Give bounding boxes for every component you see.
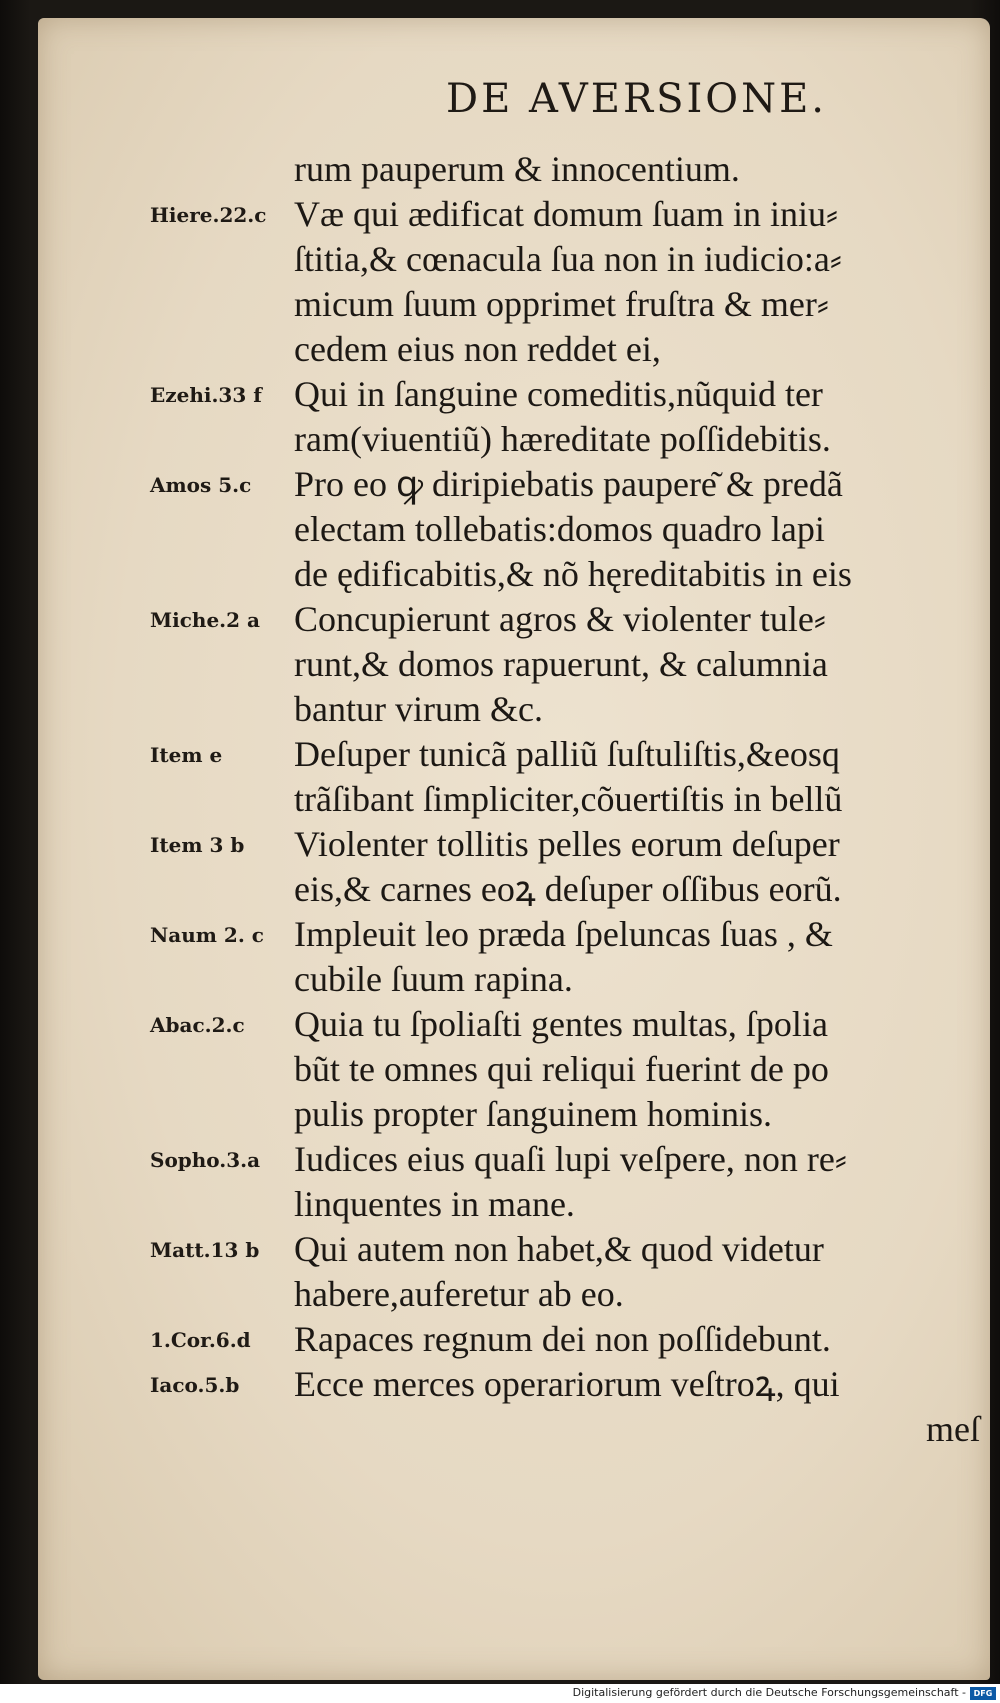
marginal-reference: Miche.2 a	[150, 608, 260, 632]
text-line	[38, 1046, 990, 1092]
line-text: habere,auferetur ab eo.	[294, 1274, 624, 1314]
line-text: ram(viuentiũ) hæreditate poſſidebitis.	[294, 419, 831, 459]
marginal-reference: Ezehi.33 f	[150, 383, 262, 407]
text-line	[38, 371, 990, 417]
line-text: Deſuper tunicã palliũ ſuſtuliſtis,&eosq	[294, 734, 840, 774]
line-text: Impleuit leo præda ſpeluncas ſuas , &	[294, 914, 833, 954]
line-text: eis,& carnes eoꝝ deſuper oſſibus eorũ.	[294, 869, 842, 909]
line-text: ſtitia,& cœnacula ſua non in iudicio:a⸗	[294, 239, 842, 279]
line-text: Violenter tollitis pelles eorum deſuper	[294, 824, 840, 864]
text-line	[38, 1361, 990, 1407]
line-text: Pro eo ꝙ diripiebatis paupere͂ & predã	[294, 464, 843, 504]
text-line	[38, 821, 990, 867]
line-text: linquentes in mane.	[294, 1184, 575, 1224]
text-line	[38, 641, 990, 687]
marginal-reference: Item 3 b	[150, 833, 245, 857]
line-text: trãſibant ſimpliciter,cõuertiſtis in bellũ	[294, 779, 843, 819]
line-text: Quia tu ſpoliaſti gentes multas, ſpolia	[294, 1004, 828, 1044]
text-line	[38, 866, 990, 912]
funding-credit: Digitalisierung gefördert durch die Deutsche Forschungsgemeinschaft -	[572, 1686, 966, 1699]
text-line	[38, 1226, 990, 1272]
marginal-reference: Matt.13 b	[150, 1238, 260, 1262]
line-text: Ecce merces operariorum veſtroꝝ, qui	[294, 1364, 840, 1404]
line-text: Iudices eius quaſi lupi veſpere, non re⸗	[294, 1139, 847, 1179]
line-text: runt,& domos rapuerunt, & calumnia	[294, 644, 828, 684]
text-line	[38, 596, 990, 642]
text-line	[38, 1271, 990, 1317]
text-line	[38, 1136, 990, 1182]
footer-bar	[0, 1684, 1000, 1703]
line-text: Væ qui ædificat domum ſuam in iniu⸗	[294, 194, 838, 234]
text-line	[38, 191, 990, 237]
line-text: Qui autem non habet,& quod videtur	[294, 1229, 824, 1269]
line-text: pulis propter ſanguinem hominis.	[294, 1094, 772, 1134]
marginal-reference: Iaco.5.b	[150, 1373, 240, 1397]
line-text: bũt te omnes qui reliqui fuerint de po	[294, 1049, 829, 1089]
text-line	[38, 1181, 990, 1227]
book-page	[38, 18, 990, 1680]
marginal-reference: Amos 5.c	[150, 473, 252, 497]
marginal-reference: Sopho.3.a	[150, 1148, 261, 1172]
line-text: Qui in ſanguine comeditis,nũquid ter	[294, 374, 823, 414]
text-line	[38, 461, 990, 507]
text-line	[38, 911, 990, 957]
line-text: Concupierunt agros & violenter tule⸗	[294, 599, 826, 639]
line-text: cubile ſuum rapina.	[294, 959, 573, 999]
text-line	[38, 956, 990, 1002]
text-line	[38, 1001, 990, 1047]
line-text: Rapaces regnum dei non poſſidebunt.	[294, 1319, 831, 1359]
text-line	[38, 1316, 990, 1362]
text-line	[38, 416, 990, 462]
text-line	[38, 686, 990, 732]
marginal-reference: 1.Cor.6.d	[150, 1328, 251, 1352]
line-text: cedem eius non reddet ei,	[294, 329, 661, 369]
marginal-reference: Item e	[150, 743, 223, 767]
dfg-logo: DFG	[970, 1687, 996, 1700]
marginal-reference: Hiere.22.c	[150, 203, 267, 227]
running-title: DE AVERSIONE.	[446, 76, 827, 122]
text-line	[38, 776, 990, 822]
text-line	[38, 236, 990, 282]
line-text: electam tollebatis:domos quadro lapi	[294, 509, 825, 549]
text-line	[38, 506, 990, 552]
catchword: meſ	[926, 1409, 980, 1449]
line-text: bantur virum &c.	[294, 689, 543, 729]
text-line	[38, 281, 990, 327]
text-line	[38, 731, 990, 777]
line-text: micum ſuum opprimet fruſtra & mer⸗	[294, 284, 829, 324]
text-line	[38, 146, 990, 192]
marginal-reference: Abac.2.c	[150, 1013, 245, 1037]
line-text: de ędificabitis,& nõ hęreditabitis in eis	[294, 554, 852, 594]
text-line	[38, 326, 990, 372]
text-line	[38, 1091, 990, 1137]
marginal-reference: Naum 2. c	[150, 923, 264, 947]
line-text: rum pauperum & innocentium.	[294, 149, 740, 189]
text-line	[38, 551, 990, 597]
